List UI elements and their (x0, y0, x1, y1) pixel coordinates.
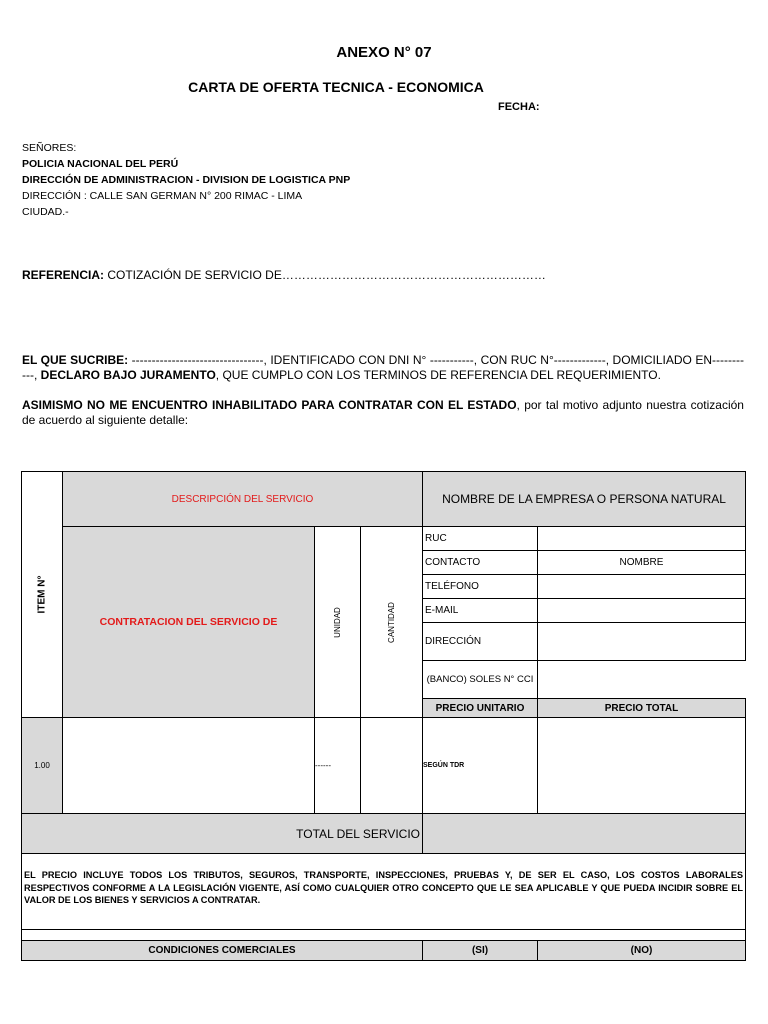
phone-label: TELÉFONO (425, 581, 479, 592)
bank-value-cell[interactable] (537, 660, 746, 699)
item-header (21, 471, 63, 718)
eligibility-statement: ASIMISMO NO ME ENCUENTRO INHABILITADO PARA CONTRATAR CON EL ESTADO (22, 398, 517, 412)
row-total-price-cell[interactable] (537, 717, 746, 814)
bank-label-cell (422, 660, 538, 699)
total-value-cell[interactable] (422, 813, 746, 854)
row-quantity-cell[interactable] (360, 717, 423, 814)
description-header (62, 471, 423, 527)
bank-label: (BANCO) SOLES N° CCI (426, 674, 534, 685)
conditions-yes: (SI) (471, 945, 489, 956)
service-name-cell (62, 526, 315, 718)
eligibility-text: , por tal motivo adjunto nuestra cotización de acuerdo al siguiente detalle: (22, 398, 744, 427)
addressee-address: DIRECCIÓN : CALLE SAN GERMAN N° 200 RIMAC - LIMA (22, 190, 303, 202)
row-unit-price-cell[interactable] (422, 717, 538, 814)
document-title: CARTA DE OFERTA TECNICA - ECONOMICA (188, 79, 484, 95)
price-note: EL PRECIO INCLUYE TODOS LOS TRIBUTOS, SEGUROS, TRANSPORTE, INSPECCIONES, PRUEBAS Y, DE SER EL CASO, LOS COSTOS LABORALES RESPECTIVOS CONFORME A LA LEGISLACIÓN VIGENTE, ASÍ COMO CUALQUIER OTRO CONCEPTO QUE LE SEA APLICABLE Y QUE PUEDA INCIDIR SOBRE EL VALOR DE LOS BIENES Y SERVICIOS A CONTRATAR. (24, 870, 743, 905)
email-label-cell (422, 598, 538, 623)
row-item-number-cell (21, 717, 63, 814)
row-description-cell[interactable] (62, 717, 315, 814)
address-value-cell[interactable] (537, 622, 746, 661)
description-header-label: DESCRIPCIÓN DEL SERVICIO (171, 493, 314, 505)
conditions-no: (NO) (630, 945, 653, 956)
contact-value: NOMBRE (619, 557, 664, 568)
ruc-label: RUC (425, 533, 447, 544)
date-label: FECHA: (498, 101, 540, 113)
conditions-label: CONDICIONES COMERCIALES (148, 945, 296, 956)
oath-phrase: DECLARO BAJO JURAMENTO (40, 368, 216, 382)
phone-label-cell (422, 574, 538, 599)
declaration-paragraph (22, 353, 744, 383)
item-label: ITEM N° (36, 575, 48, 614)
unit-price-header (422, 698, 538, 718)
addressee-dept: DIRECCIÓN DE ADMINISTRACION - DIVISION DE LOGISTICA PNP (22, 174, 351, 186)
oath-text: , QUE CUMPLO CON LOS TERMINOS DE REFERENCIA DEL REQUERIMIENTO. (215, 368, 661, 382)
price-note-cell (21, 853, 746, 930)
row-unit: ------ (315, 761, 331, 770)
address-label-cell (422, 622, 538, 661)
reference-label: REFERENCIA: (22, 268, 105, 282)
total-price-header (537, 698, 746, 718)
contact-value-cell[interactable] (537, 550, 746, 575)
addressee-city: CIUDAD.- (22, 206, 69, 218)
row-item-number: 1.00 (34, 761, 50, 770)
company-header (422, 471, 746, 527)
eligibility-paragraph (22, 398, 744, 428)
company-header-label: NOMBRE DE LA EMPRESA O PERSONA NATURAL (442, 492, 726, 506)
addressee-org: POLICIA NACIONAL DEL PERÚ (22, 158, 179, 170)
annex-number: ANEXO N° 07 (336, 44, 432, 61)
total-price-label: PRECIO TOTAL (604, 702, 679, 714)
conditions-label-cell (21, 940, 423, 961)
email-label: E-MAIL (425, 605, 459, 616)
quantity-label: CANTIDAD (386, 601, 396, 643)
email-value-cell[interactable] (537, 598, 746, 623)
phone-value-cell[interactable] (537, 574, 746, 599)
total-label: TOTAL DEL SERVICIO (296, 826, 420, 841)
ruc-label-cell (422, 526, 538, 551)
row-unit-price: SEGÚN TDR (423, 762, 465, 769)
service-name: CONTRATACION DEL SERVICIO DE (99, 616, 278, 628)
unit-price-label: PRECIO UNITARIO (435, 702, 525, 714)
quantity-header (360, 526, 423, 718)
contact-label: CONTACTO (425, 557, 481, 568)
unit-header (314, 526, 361, 718)
contact-label-cell (422, 550, 538, 575)
conditions-yes-cell (422, 940, 538, 961)
unit-label: UNIDAD (332, 606, 342, 638)
declarant-details: ---------------------------------, IDENTIFICADO CON DNI N° -----------, CON RUC N°-------------, DOMICILIADO EN-----------, (22, 353, 745, 382)
row-unit-cell[interactable] (314, 717, 361, 814)
reference-line (22, 268, 546, 282)
reference-text: COTIZACIÓN DE SERVICIO DE………………………………………………………… (104, 268, 546, 282)
total-label-cell (21, 813, 423, 854)
ruc-value-cell[interactable] (537, 526, 746, 551)
conditions-no-cell (537, 940, 746, 961)
declarant-label: EL QUE SUCRIBE: (22, 353, 129, 367)
address-label: DIRECCIÓN (425, 636, 482, 647)
salutation: SEÑORES: (22, 142, 77, 154)
